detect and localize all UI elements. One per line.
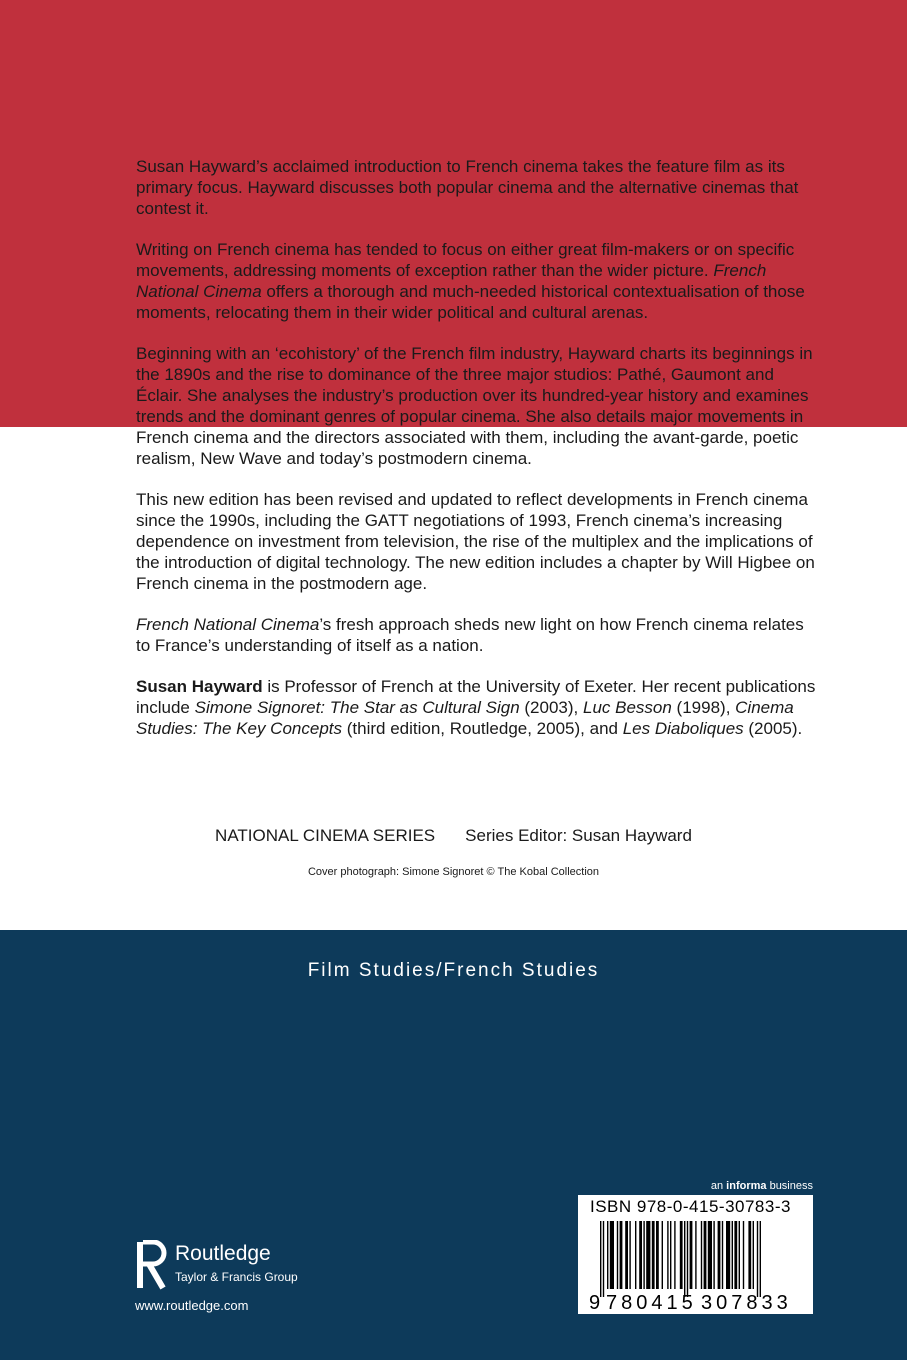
bio-text-5: (2005). [743, 719, 803, 738]
barcode-bar [748, 1221, 751, 1289]
author-bio [136, 676, 816, 739]
bio-text-2: (2003), [519, 698, 583, 717]
blurb-p2-text-a: Writing on French cinema has tended to focus on either great film-makers or on specific movements, addressing moments of exception rather than the wider picture. [136, 240, 795, 280]
informa-prefix: an [710, 1180, 727, 1192]
blurb-p5-text: ’s fresh approach sheds new light on how French cinema relates to France’s understanding of itself as a nation. [136, 615, 804, 655]
bio-text-3: (1998), [671, 698, 736, 717]
barcode-left-digits: 780415 [606, 1292, 697, 1314]
author-name: Susan Hayward [136, 677, 263, 696]
blurb-paragraph-3: Beginning with an ‘ecohistory’ of the French film industry, Hayward charts its beginnings in the 1890s and the rise to dominance of the three major studios: Pathé, Gaumont and Éclair. She analyses the industry’s production over its hundred-year history and examines trends and the dominant genres of popular cinema. She also details major movements in French cinema and the directors associated with them, including the avant-garde, poetic realism, New Wave and today’s postmodern cinema. [136, 344, 813, 468]
barcode-bar [620, 1221, 623, 1289]
barcode-bar [690, 1221, 693, 1289]
series-line [0, 826, 907, 846]
subject-category: Film Studies/French Studies [307, 960, 600, 981]
blurb-paragraph-2 [136, 239, 816, 323]
barcode-right-digits: 307833 [701, 1292, 792, 1314]
series-editor: Series Editor: Susan Hayward [465, 826, 692, 845]
barcode-bar [610, 1221, 614, 1289]
bio-text-4: (third edition, Routledge, 2005), and [342, 719, 623, 738]
blurb-paragraph-5 [136, 614, 816, 656]
isbn-barcode-box [578, 1195, 813, 1314]
barcode-bar [635, 1221, 636, 1289]
barcode-bar [722, 1221, 723, 1289]
series-name: NATIONAL CINEMA SERIES [215, 826, 436, 845]
cover-photo-credit: Cover photograph: Simone Signoret © The Kobal Collection [307, 866, 600, 878]
bio-book-4: Les Diaboliques [622, 719, 744, 738]
barcode-bar [726, 1221, 730, 1289]
barcode-bar [713, 1221, 714, 1289]
blurb-paragraph-4: This new edition has been revised and updated to reflect developments in French cinema since the 1990s, including the GATT negotiations of 1993, French cinema’s increasing dependence on investment from television, the rise of the multiplex and the implications of the introduction of digital technology. The new edition includes a chapter by Will Higbee on French cinema in the postmodern age. [136, 490, 815, 593]
barcode-bar [732, 1221, 733, 1289]
barcode-bar [600, 1221, 601, 1297]
publisher-name: Routledge [175, 1242, 271, 1265]
blurb-p2-text-b: offers a thorough and much-needed historical contextualisation of those moments, relocating them in their wider political and cultural arenas. [136, 282, 805, 322]
blurb-paragraph-1: Susan Hayward’s acclaimed introduction to French cinema takes the feature film as its primary focus. Hayward discusses both popular cinema and the alternative cinemas that contest it. [136, 157, 799, 218]
isbn-number: ISBN 978-0-415-30783-3 [590, 1197, 791, 1216]
barcode-bar [753, 1221, 754, 1289]
bio-book-3: Cinema Studies: The Key Concepts [136, 698, 794, 738]
routledge-logo-icon [135, 1240, 167, 1290]
barcode-bar [625, 1221, 628, 1289]
barcode-bar [743, 1221, 744, 1289]
publisher-website: www.routledge.com [135, 1298, 249, 1313]
barcode-bar [603, 1221, 604, 1297]
barcode-bar [662, 1221, 663, 1289]
barcode-bar [708, 1221, 712, 1289]
informa-suffix: business [766, 1180, 813, 1192]
barcode-bar [674, 1221, 675, 1289]
blurb-p2-book-title: French National Cinema [136, 261, 767, 301]
barcode-first-digit: 9 [589, 1292, 601, 1314]
barcode-bar [757, 1221, 758, 1297]
barcode-bar [607, 1221, 608, 1289]
blurb-p5-book-title: French National Cinema [136, 615, 320, 634]
barcode-bar [701, 1221, 702, 1289]
publisher-group: Taylor & Francis Group [175, 1270, 298, 1284]
barcode-bar [734, 1221, 737, 1289]
barcode-bar [667, 1221, 668, 1289]
barcode-bar [646, 1221, 650, 1289]
barcode-bar [704, 1221, 707, 1289]
barcode-bar [639, 1221, 642, 1289]
barcode-bar [680, 1221, 683, 1289]
barcode-bar [643, 1221, 644, 1289]
barcode-bar [687, 1221, 688, 1297]
barcode-bar [670, 1221, 671, 1289]
barcode-bar [629, 1221, 630, 1289]
barcode-bar [652, 1221, 655, 1289]
barcode-bar [656, 1221, 659, 1289]
informa-brand: informa [726, 1180, 767, 1192]
bio-text-1: is Professor of French at the University of Exeter. Her recent publications include [136, 677, 816, 717]
barcode-bar [739, 1221, 740, 1289]
barcode-bar [617, 1221, 618, 1289]
barcode-bars [600, 1221, 761, 1297]
back-cover-blurb [136, 156, 816, 739]
barcode-bar [684, 1221, 685, 1297]
barcode-bar [718, 1221, 721, 1289]
bio-book-2: Luc Besson [582, 698, 672, 717]
informa-business-tag [700, 1180, 813, 1192]
bio-book-1: Simone Signoret: The Star as Cultural Sign [194, 698, 520, 717]
barcode-bar [695, 1221, 696, 1289]
barcode-bar [760, 1221, 761, 1297]
